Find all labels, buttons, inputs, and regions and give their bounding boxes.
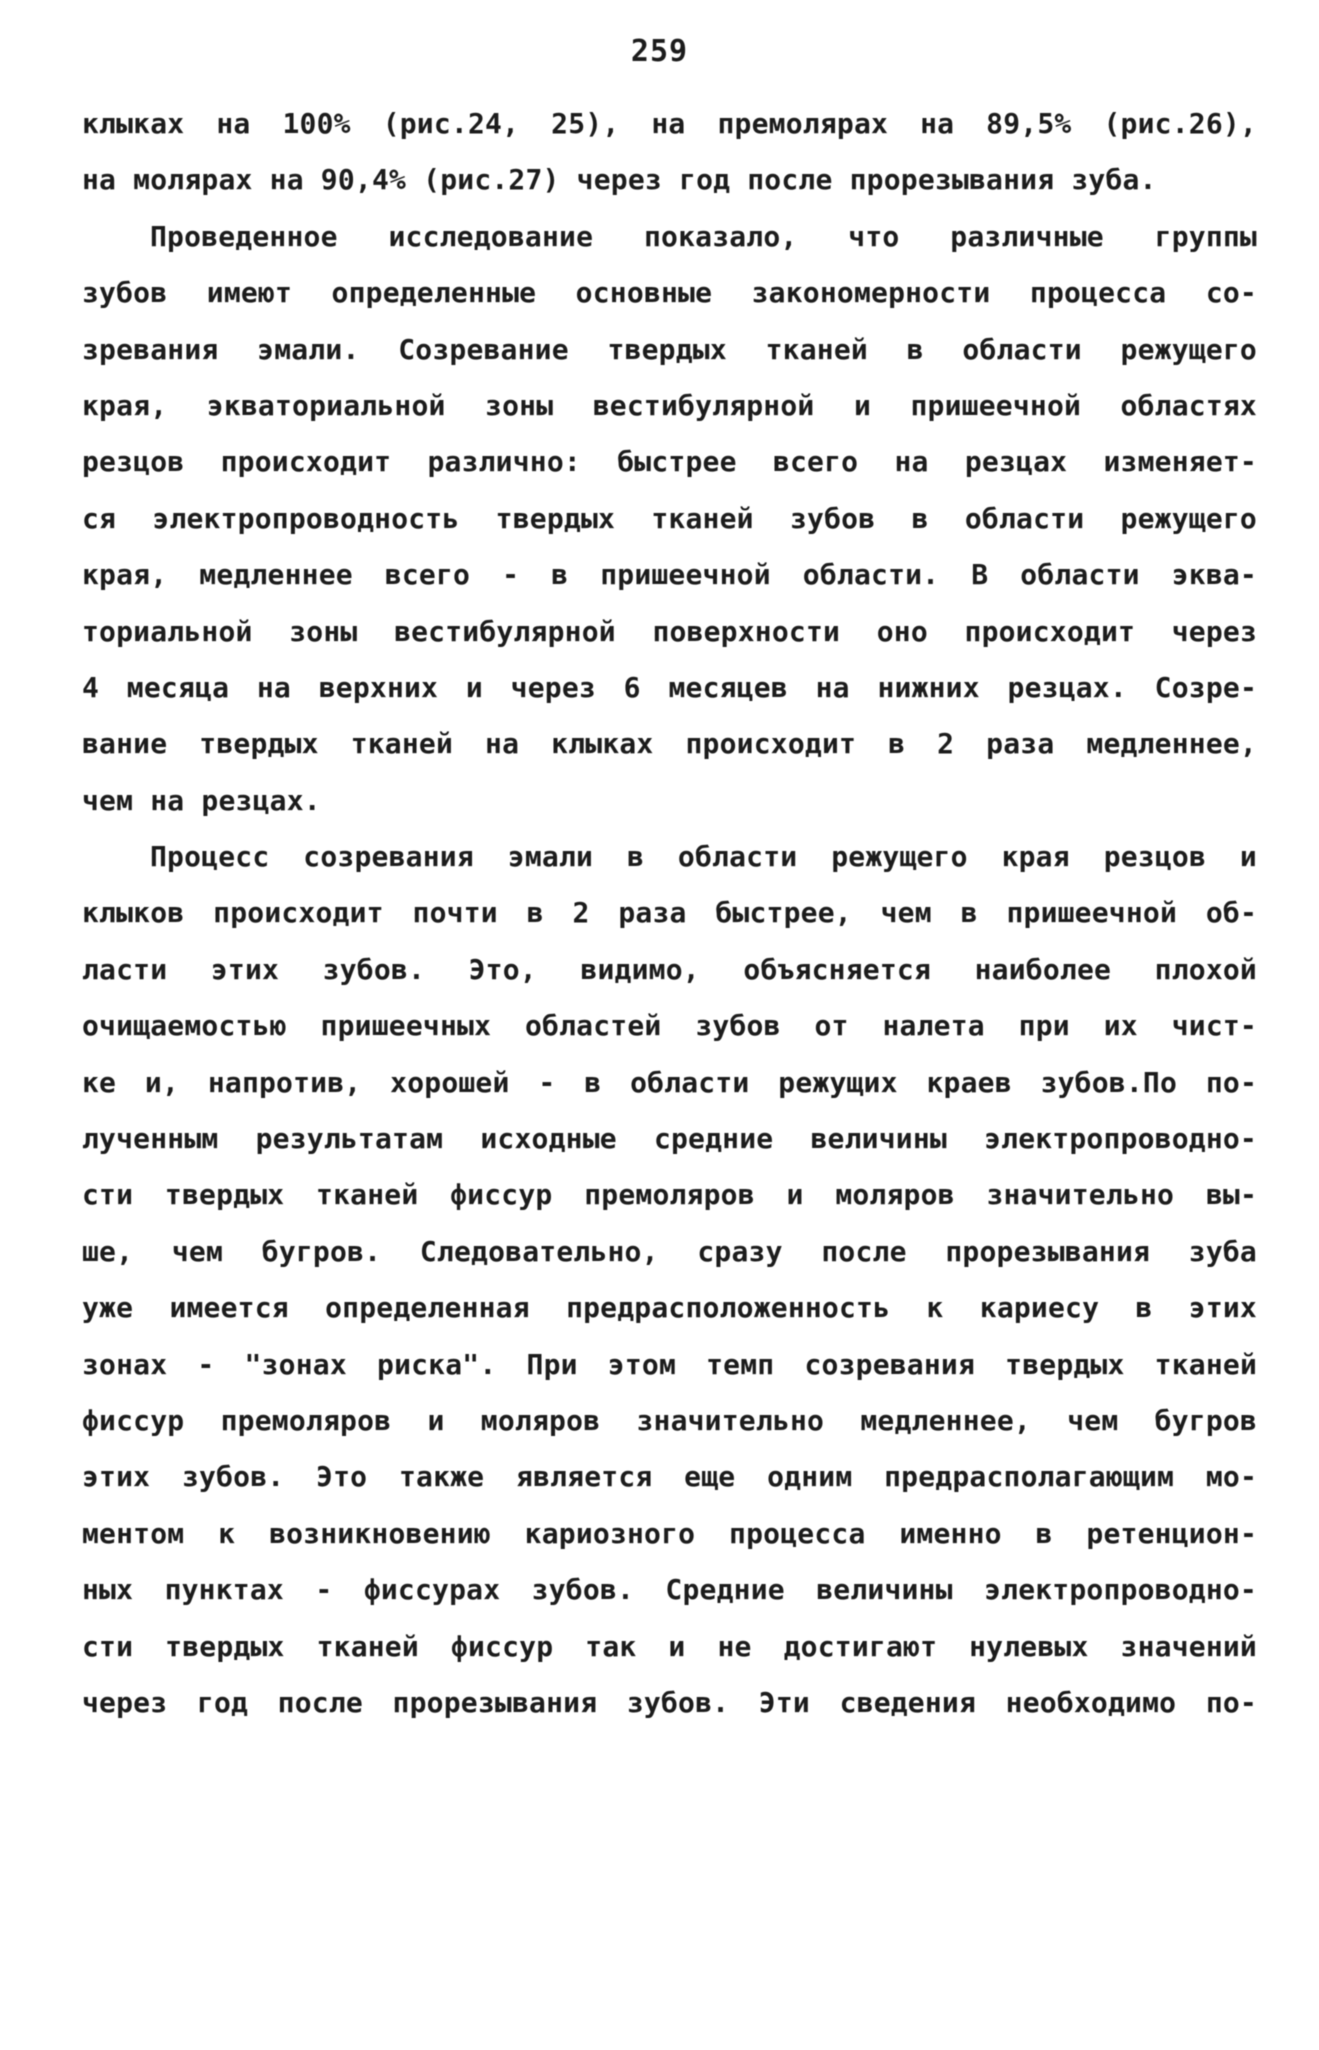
text-line: сти твердых тканей фиссур так и не достигают нулевых значений	[82, 1629, 1257, 1663]
text-line: сти твердых тканей фиссур премоляров и моляров значительно вы-	[82, 1178, 1257, 1212]
text-line: края, экваториальной зоны вестибулярной и пришеечной областях	[82, 388, 1257, 422]
text-line: резцов происходит различно: быстрее всего на резцах изменяет-	[82, 445, 1257, 479]
text-line: Проведенное исследование показало, что различные группы	[150, 219, 1257, 253]
text-line: ментом к возникновению кариозного процесса именно в ретенцион-	[82, 1516, 1257, 1550]
text-line: ториальной зоны вестибулярной поверхности оно происходит через	[82, 614, 1257, 648]
text-line: чем на резцах.	[82, 783, 321, 817]
text-line: Процесс созревания эмали в области режущего края резцов и	[150, 840, 1257, 874]
text-line: ше, чем бугров. Следовательно, сразу после прорезывания зуба	[82, 1234, 1257, 1268]
text-line: очищаемостью пришеечных областей зубов от налета при их чист-	[82, 1009, 1257, 1043]
text-line: зубов имеют определенные основные закономерности процесса со-	[82, 276, 1257, 310]
page-number: 259	[630, 34, 689, 69]
text-line: лученным результатам исходные средние величины электропроводно-	[82, 1122, 1257, 1156]
text-line: зревания эмали. Созревание твердых тканей в области режущего	[82, 332, 1257, 366]
text-line: зонах - "зонах риска". При этом темп созревания твердых тканей	[82, 1347, 1257, 1381]
text-line: этих зубов. Это также является еще одним предрасполагающим мо-	[82, 1460, 1257, 1494]
text-line: уже имеется определенная предрасположенность к кариесу в этих	[82, 1291, 1257, 1325]
text-line: фиссур премоляров и моляров значительно медленнее, чем бугров	[82, 1403, 1257, 1437]
body-text	[82, 96, 1257, 1731]
text-line: ке и, напротив, хорошей - в области режущих краев зубов.По по-	[82, 1065, 1257, 1099]
text-line: ся электропроводность твердых тканей зубов в области режущего	[82, 501, 1257, 535]
text-line: ласти этих зубов. Это, видимо, объясняется наиболее плохой	[82, 952, 1257, 986]
text-line: 4 месяца на верхних и через 6 месяцев на нижних резцах. Созре-	[82, 670, 1257, 704]
text-line: клыков происходит почти в 2 раза быстрее, чем в пришеечной об-	[82, 896, 1257, 930]
text-line: вание твердых тканей на клыках происходит в 2 раза медленнее,	[82, 727, 1257, 761]
text-line: клыках на 100% (рис.24, 25), на премолярах на 89,5% (рис.26),	[82, 107, 1257, 140]
text-line: на молярах на 90,4% (рис.27) через год после прорезывания зуба.	[82, 163, 1157, 197]
text-line: ных пунктах - фиссурах зубов. Средние величины электропроводно-	[82, 1573, 1257, 1607]
text-line: через год после прорезывания зубов. Эти сведения необходимо по-	[82, 1685, 1257, 1719]
text-line: края, медленнее всего - в пришеечной области. В области эква-	[82, 558, 1257, 592]
